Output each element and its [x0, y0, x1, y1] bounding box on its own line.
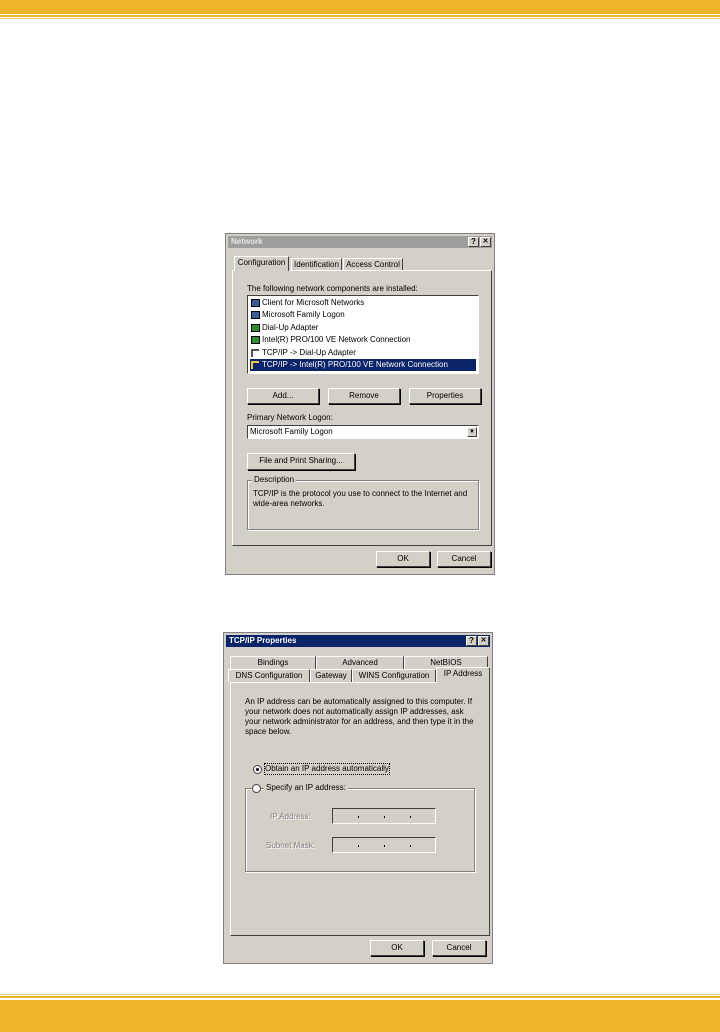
tab-ip-address[interactable]: IP Address: [436, 667, 490, 683]
list-item-label: Dial-Up Adapter: [262, 323, 319, 332]
client-icon: [251, 299, 260, 307]
description-group: [247, 475, 479, 530]
network-dialog: [225, 233, 495, 575]
list-item-label: Intel(R) PRO/100 VE Network Connection: [262, 335, 411, 344]
bottom-divider-thin-line: [0, 994, 720, 995]
bottom-decorative-band: [0, 1000, 720, 1032]
intro-text: An IP address can be automatically assigned to this computer. If your network does not automatically assign IP addresses, ask your network administrator for an address, and then type it in the space below.: [245, 697, 474, 736]
description-text: TCP/IP is the protocol you use to connect to the Internet and wide-area networks.: [253, 489, 468, 508]
primary-logon-value: Microsoft Family Logon: [250, 427, 333, 436]
list-item-label: TCP/IP -> Dial-Up Adapter: [262, 348, 356, 357]
ip-address-label: IP Address:: [270, 812, 311, 821]
tab-bindings[interactable]: Bindings: [230, 656, 316, 669]
obtain-auto-label[interactable]: Obtain an IP address automatically: [265, 764, 389, 773]
client-icon: [251, 311, 260, 319]
ip-octet-dot: [410, 845, 411, 847]
top-divider-line: [0, 15, 720, 17]
subnet-mask-field[interactable]: [332, 837, 436, 853]
tab-advanced[interactable]: Advanced: [316, 656, 404, 669]
ip-octet-dot: [384, 816, 385, 818]
components-label: The following network components are installed:: [247, 284, 418, 293]
help-button[interactable]: ?: [468, 237, 479, 247]
primary-logon-label: Primary Network Logon:: [247, 413, 333, 422]
file-print-sharing-button[interactable]: File and Print Sharing...: [247, 453, 355, 470]
list-item-label: Client for Microsoft Networks: [262, 298, 365, 307]
help-button[interactable]: ?: [466, 636, 477, 646]
ip-octet-dot: [410, 816, 411, 818]
configuration-panel: [232, 270, 492, 546]
list-item[interactable]: [250, 322, 476, 334]
ok-button[interactable]: OK: [370, 940, 424, 956]
adapter-icon: [251, 324, 260, 332]
tab-access-control[interactable]: Access Control: [343, 258, 403, 271]
close-button[interactable]: ✕: [478, 636, 489, 646]
tcpip-title: TCP/IP Properties: [229, 636, 297, 645]
tab-dns-configuration[interactable]: DNS Configuration: [228, 669, 310, 682]
ip-octet-dot: [358, 816, 359, 818]
tab-gateway[interactable]: Gateway: [310, 669, 352, 682]
tab-netbios[interactable]: NetBIOS: [404, 656, 488, 669]
list-item-selected[interactable]: [250, 359, 476, 371]
chevron-down-icon[interactable]: ▼: [467, 427, 477, 437]
protocol-icon: [251, 361, 259, 369]
tab-identification[interactable]: Identification: [291, 258, 342, 271]
ok-button[interactable]: OK: [376, 551, 430, 567]
tab-wins-configuration[interactable]: WINS Configuration: [352, 669, 436, 682]
list-item[interactable]: [250, 347, 476, 359]
tcpip-properties-dialog: [223, 632, 493, 964]
ip-address-field[interactable]: [332, 808, 436, 824]
tab-configuration[interactable]: Configuration: [234, 256, 289, 271]
cancel-button[interactable]: Cancel: [437, 551, 491, 567]
ip-octet-dot: [358, 845, 359, 847]
remove-button[interactable]: Remove: [328, 388, 400, 404]
list-item[interactable]: [250, 297, 476, 309]
specify-ip-group: [245, 783, 475, 872]
ip-address-panel: [230, 682, 490, 936]
list-item[interactable]: [250, 309, 476, 321]
list-item-label: Microsoft Family Logon: [262, 310, 345, 319]
tcpip-titlebar[interactable]: [226, 635, 490, 647]
properties-button[interactable]: Properties: [409, 388, 481, 404]
specify-ip-label[interactable]: Specify an IP address:: [266, 783, 346, 792]
network-title: Network: [231, 237, 263, 246]
top-decorative-band: [0, 0, 720, 14]
specify-ip-radio[interactable]: [252, 784, 261, 793]
description-title: Description: [254, 475, 295, 484]
components-listbox[interactable]: [247, 295, 479, 374]
list-item-label: TCP/IP -> Intel(R) PRO/100 VE Network Connection: [262, 360, 448, 369]
adapter-icon: [251, 336, 260, 344]
top-divider-thin-line: [0, 18, 720, 19]
obtain-auto-radio[interactable]: [253, 765, 262, 774]
subnet-mask-label: Subnet Mask:: [266, 841, 315, 850]
close-button[interactable]: ✕: [480, 237, 491, 247]
list-item[interactable]: [250, 334, 476, 346]
add-button[interactable]: Add...: [247, 388, 319, 404]
primary-logon-select[interactable]: [247, 425, 479, 439]
cancel-button[interactable]: Cancel: [432, 940, 486, 956]
ip-octet-dot: [384, 845, 385, 847]
network-titlebar[interactable]: [228, 236, 492, 248]
bottom-divider-line: [0, 996, 720, 998]
protocol-icon: [251, 349, 259, 357]
